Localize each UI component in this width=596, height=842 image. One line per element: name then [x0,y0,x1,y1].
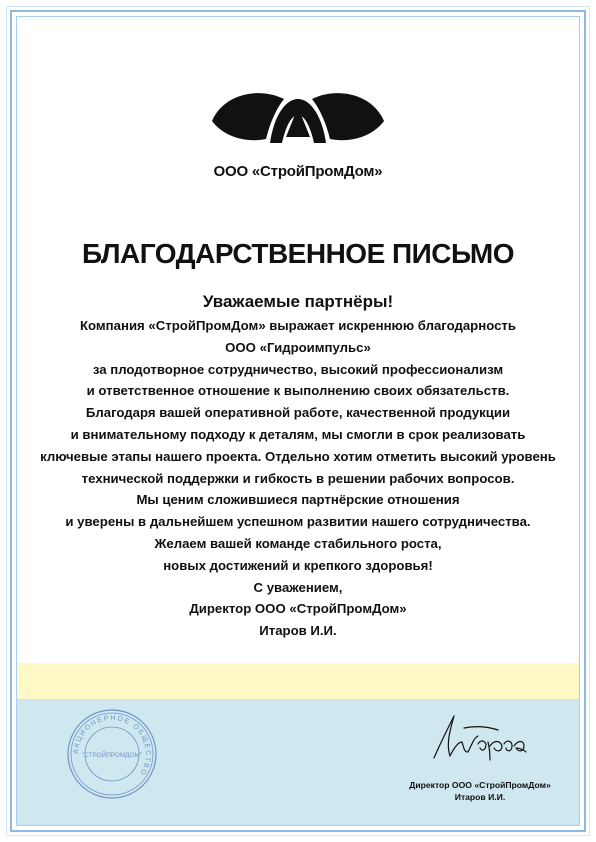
document-title: БЛАГОДАРСТВЕННОЕ ПИСЬМО [81,238,515,269]
letter-line: ООО «Гидроимпульс» [225,339,371,355]
signature-handwriting [420,708,530,770]
letter-line: и внимательному подходу к деталям, мы смогли в срок реализовать [70,426,526,442]
letter-line: Благодаря вашей оперативной работе, качественной продукции [85,405,511,421]
letter-line: новых достижений и крепкого здоровья! [163,557,433,573]
company-logo-icon [210,85,386,155]
letter-line: Итаров И.И. [259,623,337,639]
footer-yellow-band [17,663,579,699]
letter-line: ключевые этапы нашего проекта. Отдельно хотим отметить высокий уровень [40,448,556,464]
letter-line: Мы ценим сложившиеся партнёрские отношения [136,492,460,508]
letter-body [20,290,576,642]
letter-line: Желаем вашей команде стабильного роста, [154,535,442,551]
stamp-ring-text: АКЦИОНЕРНОЕ ОБЩЕСТВО [72,714,152,777]
signature-block [380,779,580,803]
svg-text:АКЦИОНЕРНОЕ ОБЩЕСТВО [73,715,151,777]
letter-line: С уважением, [253,579,343,595]
signature-name: Итаров И.И. [454,792,506,802]
letter-line: технической поддержки и гибкость в решении рабочих вопросов. [81,470,515,486]
letter-line: и ответственное отношение к выполнению своих обязательств. [86,383,510,399]
letter-greeting: Уважаемые партнёры! [202,292,394,311]
letter-line: и уверены в дальнейшем успешном развитии нашего сотрудничества. [65,514,531,530]
letter-line: Директор ООО «СтройПромДом» [189,601,407,617]
signature-position: Директор ООО «СтройПромДом» [409,780,551,790]
letter-line: за плодотворное сотрудничество, высокий профессионализм [92,361,504,377]
stamp-center-text: "СТРОЙПРОМДОМ" [81,752,143,759]
company-name: ООО «СтройПромДом» [213,163,383,180]
company-stamp [66,708,158,800]
letter-line: Компания «СтройПромДом» выражает искреннюю благодарность [80,318,516,333]
